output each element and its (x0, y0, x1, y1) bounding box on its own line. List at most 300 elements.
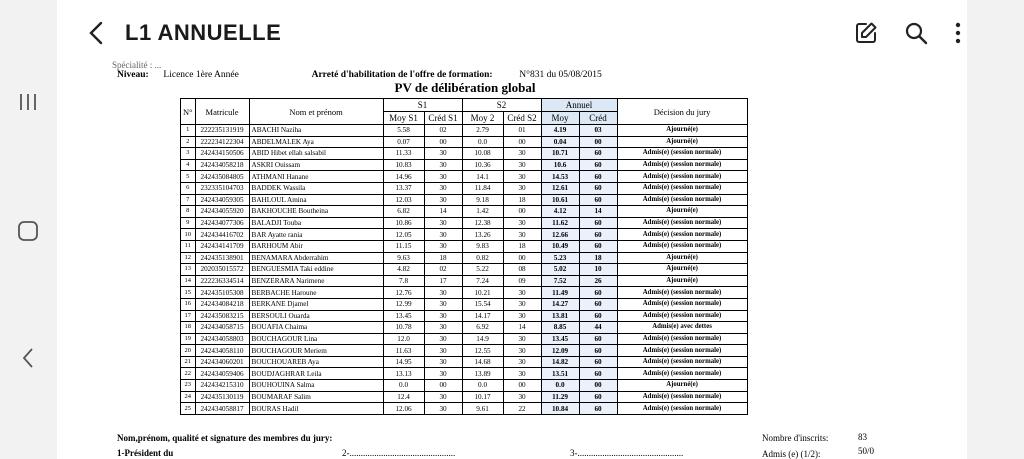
cell-no: 6 (181, 182, 196, 194)
cell-moy-s2: 6.92 (462, 322, 503, 334)
cell-cred-annuel: 60 (579, 391, 617, 403)
cell-moy-annuel: 5.23 (541, 252, 579, 264)
cell-cred-s1: 30 (424, 182, 462, 194)
cell-cred-s1: 30 (424, 148, 462, 160)
cell-moy-annuel: 14.82 (541, 356, 579, 368)
cell-decision: Admis(e) (session normale) (617, 148, 747, 160)
cell-cred-s1: 30 (424, 171, 462, 183)
cell-no: 11 (181, 240, 196, 252)
cell-no: 25 (181, 403, 196, 415)
cell-cred-annuel: 60 (579, 240, 617, 252)
cell-decision: Ajourné(e) (617, 380, 747, 392)
cell-cred-s1: 30 (424, 310, 462, 322)
cell-moy-s1: 10.78 (383, 322, 424, 334)
cell-cred-s1: 30 (424, 287, 462, 299)
cell-decision: Admis(e) (session normale) (617, 345, 747, 357)
cell-moy-annuel: 13.45 (541, 333, 579, 345)
cell-moy-s1: 12.0 (383, 333, 424, 345)
cell-moy-s2: 9.18 (462, 194, 503, 206)
cell-moy-annuel: 11.49 (541, 287, 579, 299)
inscrits-value: 83 (858, 432, 867, 442)
cell-no: 20 (181, 345, 196, 357)
cell-cred-annuel: 60 (579, 333, 617, 345)
back-arrow-icon[interactable] (83, 20, 109, 46)
table-row (181, 333, 748, 345)
cell-decision: Admis(e) (session normale) (617, 287, 747, 299)
recent-apps-icon[interactable] (14, 88, 42, 116)
cell-matricule: 222236334514 (195, 275, 249, 287)
home-icon[interactable] (14, 217, 42, 245)
cell-decision: Admis(e) (session normale) (617, 217, 747, 229)
cell-moy-annuel: 10.61 (541, 194, 579, 206)
cell-moy-s2: 10.36 (462, 159, 503, 171)
cell-decision: Admis(e) (session normale) (617, 298, 747, 310)
arrete-value: N°831 du 05/08/2015 (519, 70, 602, 80)
cell-nom: BERKANE Djamel (249, 298, 383, 310)
table-row (181, 182, 748, 194)
header-moy: Moy (541, 112, 579, 125)
cell-moy-annuel: 10.84 (541, 403, 579, 415)
cell-cred-annuel: 60 (579, 229, 617, 241)
cell-cred-s2: 00 (503, 206, 541, 218)
cell-moy-s2: 0.82 (462, 252, 503, 264)
cell-no: 14 (181, 275, 196, 287)
table-row (181, 264, 748, 276)
cell-nom: BOUDJAGHRAR Leila (249, 368, 383, 380)
cell-moy-s1: 12.76 (383, 287, 424, 299)
cell-matricule: 242434055920 (195, 206, 249, 218)
cell-decision: Admis(e) (session normale) (617, 194, 747, 206)
cell-no: 1 (181, 125, 196, 137)
table-row (181, 206, 748, 218)
cell-cred-annuel: 60 (579, 287, 617, 299)
cell-moy-annuel: 10.49 (541, 240, 579, 252)
cell-moy-s2: 12.38 (462, 217, 503, 229)
cell-cred-s2: 30 (503, 229, 541, 241)
cell-cred-s1: 30 (424, 322, 462, 334)
cell-cred-s2: 30 (503, 368, 541, 380)
cell-moy-s2: 14.68 (462, 356, 503, 368)
cell-moy-s2: 1.42 (462, 206, 503, 218)
cell-moy-s2: 10.08 (462, 148, 503, 160)
header-s2: S2 (462, 99, 541, 112)
cell-decision: Admis(e) (session normale) (617, 182, 747, 194)
cell-matricule: 242434058218 (195, 159, 249, 171)
cell-matricule: 232335104703 (195, 182, 249, 194)
cell-matricule: 242435084805 (195, 171, 249, 183)
cell-cred-s2: 30 (503, 345, 541, 357)
cell-moy-s2: 2.79 (462, 125, 503, 137)
faded-header-line: Spécialité : ... (112, 60, 162, 70)
cell-nom: BAHLOUL Amina (249, 194, 383, 206)
back-nav-icon[interactable] (14, 344, 42, 372)
cell-nom: BADDEK Wassila (249, 182, 383, 194)
cell-decision: Admis(e) (session normale) (617, 368, 747, 380)
table-row (181, 287, 748, 299)
cell-moy-s2: 5.22 (462, 264, 503, 276)
cell-no: 8 (181, 206, 196, 218)
cell-moy-annuel: 0.04 (541, 136, 579, 148)
cell-no: 7 (181, 194, 196, 206)
cell-moy-s2: 14.9 (462, 333, 503, 345)
cell-decision: Admis(e) (session normale) (617, 171, 747, 183)
admis-label: Admis (e) (1/2): (762, 449, 821, 459)
cell-moy-annuel: 7.52 (541, 275, 579, 287)
cell-cred-s2: 01 (503, 125, 541, 137)
cell-cred-annuel: 60 (579, 148, 617, 160)
cell-moy-s2: 0.0 (462, 136, 503, 148)
cell-moy-s1: 13.37 (383, 182, 424, 194)
cell-moy-annuel: 12.66 (541, 229, 579, 241)
cell-moy-annuel: 13.81 (541, 310, 579, 322)
cell-matricule: 242435083215 (195, 310, 249, 322)
app-bar (57, 0, 967, 67)
cell-moy-annuel: 0.0 (541, 380, 579, 392)
cell-cred-annuel: 44 (579, 322, 617, 334)
cell-cred-annuel: 14 (579, 206, 617, 218)
cell-moy-s1: 12.03 (383, 194, 424, 206)
niveau-value: Licence 1ère Année (163, 70, 239, 80)
cell-no: 23 (181, 380, 196, 392)
cell-moy-s1: 14.96 (383, 171, 424, 183)
cell-no: 3 (181, 148, 196, 160)
cell-cred-annuel: 10 (579, 264, 617, 276)
cell-nom: BOUCHOUAREB Aya (249, 356, 383, 368)
cell-matricule: 242434059305 (195, 194, 249, 206)
table-row (181, 380, 748, 392)
cell-no: 24 (181, 391, 196, 403)
cell-moy-s1: 14.95 (383, 356, 424, 368)
cell-matricule: 242434060201 (195, 356, 249, 368)
cell-cred-s1: 18 (424, 252, 462, 264)
cell-moy-s1: 12.4 (383, 391, 424, 403)
cell-moy-s1: 0.07 (383, 136, 424, 148)
cell-moy-annuel: 13.51 (541, 368, 579, 380)
cell-no: 10 (181, 229, 196, 241)
table-row (181, 148, 748, 160)
cell-moy-s2: 0.0 (462, 380, 503, 392)
cell-cred-s1: 30 (424, 403, 462, 415)
table-row (181, 403, 748, 415)
cell-no: 9 (181, 217, 196, 229)
cell-decision: Admis(e) (session normale) (617, 240, 747, 252)
cell-nom: BALADJI Touba (249, 217, 383, 229)
cell-no: 13 (181, 264, 196, 276)
cell-decision: Ajourné(e) (617, 136, 747, 148)
table-row (181, 229, 748, 241)
header-moy-s1: Moy S1 (383, 112, 424, 125)
cell-moy-s1: 12.05 (383, 229, 424, 241)
cell-cred-s1: 30 (424, 194, 462, 206)
cell-decision: Admis(e) (session normale) (617, 391, 747, 403)
cell-moy-s1: 10.86 (383, 217, 424, 229)
edit-icon[interactable] (853, 20, 879, 46)
cell-matricule: 242435138901 (195, 252, 249, 264)
cell-nom: BOUMARAF Salim (249, 391, 383, 403)
cell-matricule: 242434058110 (195, 345, 249, 357)
cell-cred-s2: 30 (503, 171, 541, 183)
cell-nom: BARHOUM Abir (249, 240, 383, 252)
cell-cred-annuel: 60 (579, 159, 617, 171)
cell-moy-s1: 12.99 (383, 298, 424, 310)
cell-matricule: 242434059406 (195, 368, 249, 380)
header-moy-s2: Moy 2 (462, 112, 503, 125)
cell-cred-s2: 09 (503, 275, 541, 287)
cell-cred-s1: 30 (424, 298, 462, 310)
cell-cred-s1: 30 (424, 345, 462, 357)
cell-moy-annuel: 4.12 (541, 206, 579, 218)
header-s1: S1 (383, 99, 462, 112)
cell-moy-s1: 13.13 (383, 368, 424, 380)
cell-moy-annuel: 14.53 (541, 171, 579, 183)
header-nom: Nom et prénom (249, 99, 383, 125)
cell-nom: ASKRI Ouissam (249, 159, 383, 171)
cell-moy-s2: 15.54 (462, 298, 503, 310)
cell-decision: Admis(e) (session normale) (617, 333, 747, 345)
cell-moy-s1: 6.82 (383, 206, 424, 218)
cell-no: 19 (181, 333, 196, 345)
cell-matricule: 242434416702 (195, 229, 249, 241)
document-page[interactable] (57, 60, 967, 459)
table-row (181, 356, 748, 368)
cell-cred-s2: 00 (503, 252, 541, 264)
table-row (181, 217, 748, 229)
cell-no: 18 (181, 322, 196, 334)
jury-president: 1-Président du (117, 448, 174, 458)
cell-matricule: 242434058817 (195, 403, 249, 415)
system-nav-bar (0, 0, 57, 459)
cell-cred-s2: 18 (503, 194, 541, 206)
cell-nom: BOUCHAGOUR Lina (249, 333, 383, 345)
jury-member-3: 3-............................................... (570, 448, 684, 458)
cell-matricule: 202035015572 (195, 264, 249, 276)
cell-moy-s2: 11.84 (462, 182, 503, 194)
header-cred-s1: Créd S1 (424, 112, 462, 125)
cell-matricule: 242434215310 (195, 380, 249, 392)
cell-nom: BOUAFIA Chaima (249, 322, 383, 334)
cell-moy-s1: 4.82 (383, 264, 424, 276)
header-no: N° (181, 99, 196, 125)
admis-value: 50/0 (858, 446, 875, 456)
cell-cred-annuel: 26 (579, 275, 617, 287)
table-row (181, 322, 748, 334)
cell-nom: BOURAS Hadil (249, 403, 383, 415)
jury-label: Nom,prénom, qualité et signature des membres du jury: (117, 433, 333, 443)
table-row (181, 171, 748, 183)
cell-cred-s2: 14 (503, 322, 541, 334)
table-row (181, 194, 748, 206)
cell-no: 15 (181, 287, 196, 299)
cell-decision: Admis(e) avec dettes (617, 322, 747, 334)
header-cred: Créd (579, 112, 617, 125)
table-row (181, 252, 748, 264)
cell-moy-annuel: 10.6 (541, 159, 579, 171)
cell-moy-s2: 13.26 (462, 229, 503, 241)
more-options-icon[interactable] (945, 20, 971, 46)
cell-cred-s1: 02 (424, 264, 462, 276)
cell-decision: Admis(e) (session normale) (617, 159, 747, 171)
table-row (181, 125, 748, 137)
cell-moy-annuel: 12.61 (541, 182, 579, 194)
arrete-label: Arreté d'habilitation de l'offre de formation: (311, 70, 493, 80)
cell-moy-annuel: 11.29 (541, 391, 579, 403)
cell-cred-s1: 02 (424, 125, 462, 137)
cell-no: 2 (181, 136, 196, 148)
cell-decision: Ajourné(e) (617, 252, 747, 264)
cell-no: 5 (181, 171, 196, 183)
cell-no: 17 (181, 310, 196, 322)
header-decision: Décision du jury (617, 99, 747, 125)
cell-cred-s2: 30 (503, 356, 541, 368)
cell-moy-s2: 10.17 (462, 391, 503, 403)
cell-moy-s2: 9.61 (462, 403, 503, 415)
cell-cred-s1: 14 (424, 206, 462, 218)
right-margin (967, 0, 1024, 459)
cell-nom: ABDELMALEK Aya (249, 136, 383, 148)
cell-decision: Admis(e) (session normale) (617, 356, 747, 368)
cell-moy-s2: 14.1 (462, 171, 503, 183)
cell-moy-s1: 11.63 (383, 345, 424, 357)
cell-cred-s2: 00 (503, 136, 541, 148)
cell-moy-s1: 0.0 (383, 380, 424, 392)
cell-matricule: 242434077306 (195, 217, 249, 229)
cell-cred-s2: 30 (503, 287, 541, 299)
cell-cred-s2: 00 (503, 380, 541, 392)
niveau-label: Niveau: (117, 70, 149, 80)
cell-cred-annuel: 60 (579, 217, 617, 229)
cell-no: 21 (181, 356, 196, 368)
cell-cred-s2: 08 (503, 264, 541, 276)
cell-moy-annuel: 4.19 (541, 125, 579, 137)
cell-moy-s2: 7.24 (462, 275, 503, 287)
cell-matricule: 242434141709 (195, 240, 249, 252)
cell-moy-s2: 9.83 (462, 240, 503, 252)
cell-no: 22 (181, 368, 196, 380)
cell-moy-annuel: 8.85 (541, 322, 579, 334)
table-row (181, 310, 748, 322)
table-row (181, 298, 748, 310)
cell-cred-annuel: 60 (579, 171, 617, 183)
cell-cred-annuel: 18 (579, 252, 617, 264)
cell-cred-s1: 30 (424, 159, 462, 171)
cell-cred-annuel: 60 (579, 368, 617, 380)
table-row (181, 391, 748, 403)
cell-moy-s1: 7.8 (383, 275, 424, 287)
cell-cred-s1: 00 (424, 380, 462, 392)
cell-cred-s2: 30 (503, 217, 541, 229)
cell-moy-s2: 12.55 (462, 345, 503, 357)
jury-member-2: 2-............................................... (342, 448, 456, 458)
cell-moy-s1: 5.58 (383, 125, 424, 137)
cell-moy-s1: 13.45 (383, 310, 424, 322)
cell-cred-s1: 30 (424, 368, 462, 380)
cell-cred-s1: 17 (424, 275, 462, 287)
cell-decision: Ajourné(e) (617, 125, 747, 137)
cell-moy-s1: 11.15 (383, 240, 424, 252)
cell-cred-s2: 30 (503, 310, 541, 322)
cell-cred-annuel: 60 (579, 194, 617, 206)
cell-no: 4 (181, 159, 196, 171)
cell-nom: BENZERARA Narimene (249, 275, 383, 287)
cell-nom: BAKHOUCHE Boutheina (249, 206, 383, 218)
header-annuel: Annuel (541, 99, 617, 112)
cell-cred-s2: 22 (503, 403, 541, 415)
deliberation-table (180, 98, 748, 415)
cell-nom: BERBACHE Haroune (249, 287, 383, 299)
cell-cred-s1: 30 (424, 217, 462, 229)
table-row (181, 136, 748, 148)
header-matricule: Matricule (195, 99, 249, 125)
cell-matricule: 222234122304 (195, 136, 249, 148)
cell-no: 16 (181, 298, 196, 310)
cell-cred-annuel: 60 (579, 403, 617, 415)
cell-moy-s1: 10.83 (383, 159, 424, 171)
cell-moy-annuel: 10.71 (541, 148, 579, 160)
cell-moy-annuel: 12.09 (541, 345, 579, 357)
cell-cred-annuel: 00 (579, 380, 617, 392)
cell-moy-s2: 10.21 (462, 287, 503, 299)
cell-cred-s2: 30 (503, 333, 541, 345)
table-row (181, 240, 748, 252)
cell-cred-annuel: 03 (579, 125, 617, 137)
cell-cred-s2: 30 (503, 391, 541, 403)
document-header (117, 70, 602, 80)
cell-nom: ABACHI Naziha (249, 125, 383, 137)
cell-cred-annuel: 60 (579, 345, 617, 357)
cell-matricule: 242434150506 (195, 148, 249, 160)
document-title: L1 ANNUELLE (125, 20, 282, 45)
cell-cred-s1: 30 (424, 240, 462, 252)
cell-matricule: 242435130119 (195, 391, 249, 403)
table-row (181, 275, 748, 287)
header-cred-s2: Créd S2 (503, 112, 541, 125)
cell-moy-s1: 9.63 (383, 252, 424, 264)
cell-moy-s2: 13.89 (462, 368, 503, 380)
cell-moy-annuel: 14.27 (541, 298, 579, 310)
cell-nom: ABID Hibet ellah salsabil (249, 148, 383, 160)
cell-matricule: 242434058803 (195, 333, 249, 345)
table-row (181, 159, 748, 171)
cell-cred-s1: 30 (424, 333, 462, 345)
cell-cred-s2: 30 (503, 159, 541, 171)
search-icon[interactable] (903, 20, 929, 46)
cell-decision: Admis(e) (session normale) (617, 310, 747, 322)
table-row (181, 368, 748, 380)
cell-nom: BERSOULI Ouarda (249, 310, 383, 322)
cell-decision: Admis(e) (session normale) (617, 403, 747, 415)
cell-moy-s2: 14.17 (462, 310, 503, 322)
cell-moy-annuel: 11.62 (541, 217, 579, 229)
inscrits-label: Nombre d'inscrits: (762, 433, 829, 443)
cell-cred-annuel: 60 (579, 182, 617, 194)
cell-cred-annuel: 60 (579, 356, 617, 368)
cell-cred-s2: 30 (503, 298, 541, 310)
pv-title: PV de délibération global (394, 80, 536, 95)
cell-nom: BAR Ayatte rania (249, 229, 383, 241)
cell-matricule: 242435105308 (195, 287, 249, 299)
cell-decision: Ajourné(e) (617, 275, 747, 287)
cell-decision: Ajourné(e) (617, 206, 747, 218)
cell-no: 12 (181, 252, 196, 264)
cell-nom: BOUCHAGOUR Meriem (249, 345, 383, 357)
cell-nom: BENAMARA Abderrahim (249, 252, 383, 264)
cell-cred-s2: 30 (503, 182, 541, 194)
cell-cred-s2: 30 (503, 148, 541, 160)
cell-nom: BOUHOUINA Salma (249, 380, 383, 392)
cell-nom: BENGUESMIA Taki eddine (249, 264, 383, 276)
cell-cred-s1: 30 (424, 391, 462, 403)
cell-cred-s1: 00 (424, 136, 462, 148)
